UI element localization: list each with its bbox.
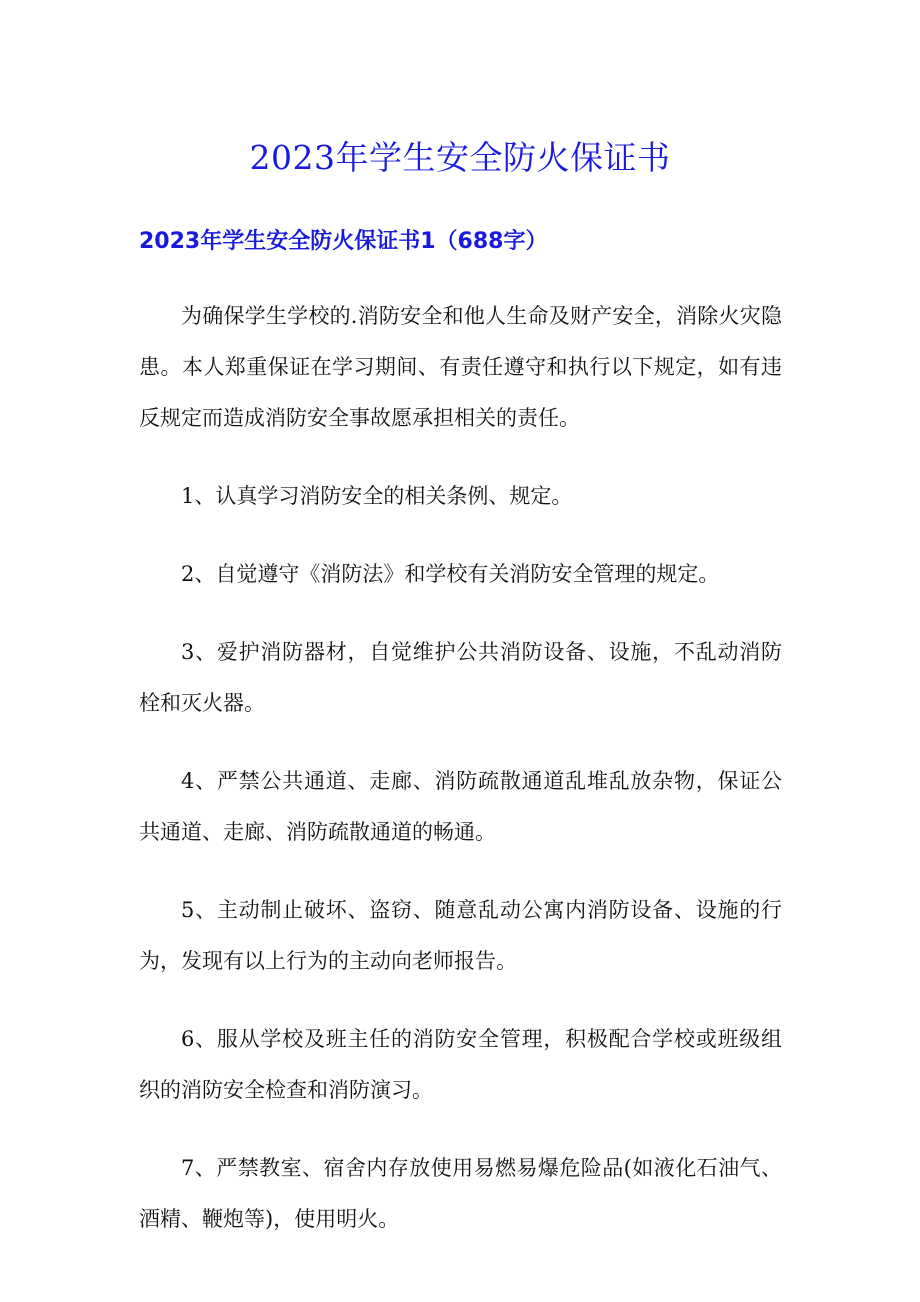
paragraph-item-5: 5、主动制止破坏、盗窃、随意乱动公寓内消防设备、设施的行为，发现有以上行为的主动向老师报告。 xyxy=(139,898,782,973)
paragraph-item-2: 2、自觉遵守《消防法》和学校有关消防安全管理的规定。 xyxy=(181,562,720,586)
document-body xyxy=(139,291,782,1272)
paragraph-item-3: 3、爱护消防器材，自觉维护公共消防设备、设施，不乱动消防栓和灭火器。 xyxy=(139,640,782,715)
document-title: 2023年学生安全防火保证书 xyxy=(249,138,671,177)
paragraph-item-4: 4、严禁公共通道、走廊、消防疏散通道乱堆乱放杂物，保证公共通道、走廊、消防疏散通道的畅通。 xyxy=(139,769,782,844)
paragraph-item-6: 6、服从学校及班主任的消防安全管理，积极配合学校或班级组织的消防安全检查和消防演习。 xyxy=(139,1027,782,1102)
paragraph-item-1: 1、认真学习消防安全的相关条例、规定。 xyxy=(181,484,573,508)
section-heading: 2023年学生安全防火保证书1（688字） xyxy=(139,229,548,254)
paragraph-item-7: 7、严禁教室、宿舍内存放使用易燃易爆危险品(如液化石油气、酒精、鞭炮等)，使用明火。 xyxy=(139,1156,782,1231)
paragraph-intro: 为确保学生学校的.消防安全和他人生命及财产安全，消除火灾隐患。本人郑重保证在学习期间、有责任遵守和执行以下规定，如有违反规定而造成消防安全事故愿承担相关的责任。 xyxy=(139,304,782,430)
